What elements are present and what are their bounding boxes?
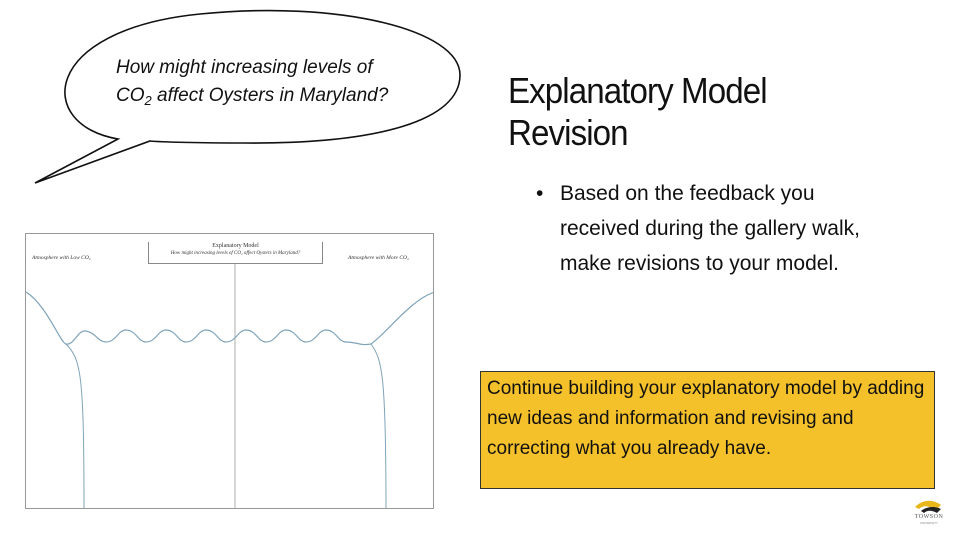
model-left-label: Atmosphere with Low CO₂ [32, 255, 91, 261]
callout-text: Continue building your explanatory model by adding new ideas and information and revising and correcting what you already have. [487, 378, 925, 459]
slide-title-line-1: Explanatory Model [508, 70, 767, 111]
model-heading: Explanatory Model [212, 243, 259, 249]
model-right-column [371, 344, 386, 509]
model-question: How might increasing levels of CO₂ affect Oysters in Maryland? [170, 251, 301, 256]
model-heading-box [148, 242, 323, 264]
question-line-1: How might increasing levels of [116, 57, 373, 78]
question-co: CO [116, 85, 145, 106]
model-left-column [66, 344, 84, 509]
bullet-item [536, 176, 896, 281]
bullet-dot-icon: • [536, 182, 544, 205]
logo-tagline: UNIVERSITY [919, 521, 938, 525]
model-water-wave [26, 292, 434, 345]
model-right-label: Atmosphere with More CO₂ [348, 255, 409, 261]
bullet-text: Based on the feedback you received during the gallery walk, make revisions to your model. [560, 182, 860, 275]
speech-bubble-question [116, 54, 436, 110]
towson-logo-icon [905, 497, 953, 515]
question-suffix: affect Oysters in Maryland? [151, 85, 389, 106]
explanatory-model-thumbnail [25, 233, 434, 509]
slide-title [508, 70, 894, 154]
question-subscript: 2 [144, 93, 152, 108]
logo-name: TOWSON [914, 514, 944, 520]
towson-logo [905, 497, 953, 527]
model-drawing [26, 234, 434, 509]
question-line-2 [116, 82, 436, 110]
slide-title-line-2: Revision [508, 112, 628, 153]
instruction-callout [480, 371, 935, 489]
